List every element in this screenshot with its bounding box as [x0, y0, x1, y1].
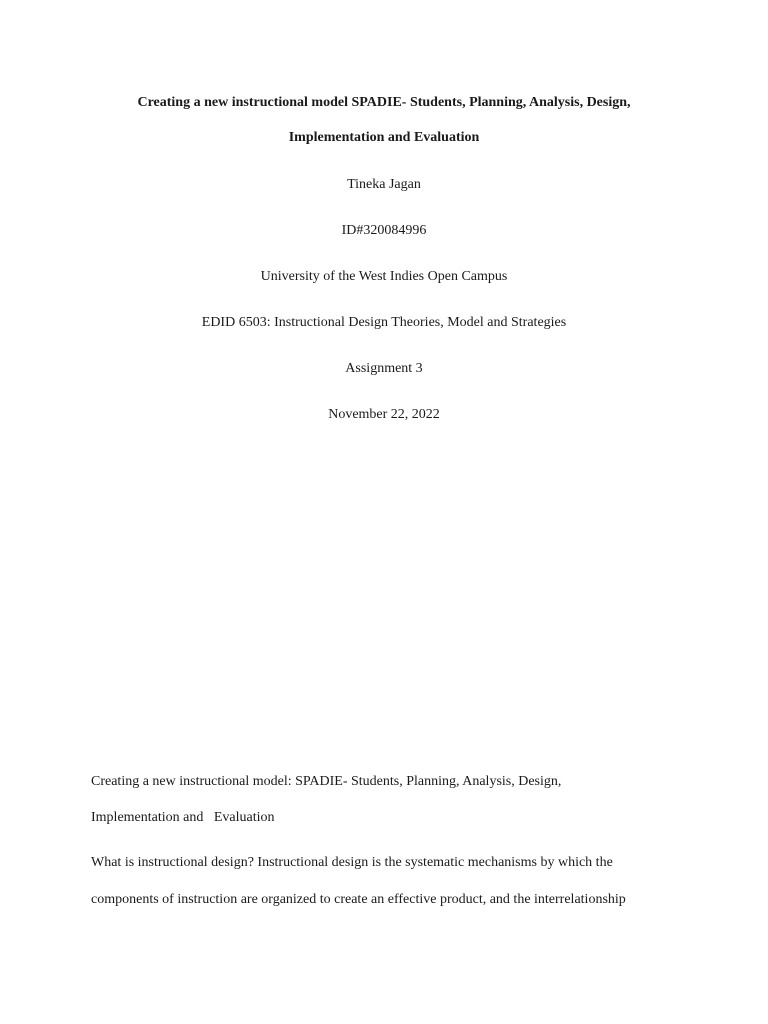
paragraph-line-1: What is instructional design? Instructional design is the systematic mechanisms by which the — [91, 855, 613, 870]
body-heading-line-1: Creating a new instructional model: SPADIE- Students, Planning, Analysis, Design, — [91, 774, 562, 789]
paragraph-line-2: components of instruction are organized to create an effective product, and the interrelationship — [91, 892, 626, 907]
student-id: ID#320084996 — [341, 223, 427, 238]
author-name: Tineka Jagan — [347, 177, 421, 192]
institution-name: University of the West Indies Open Campus — [260, 269, 508, 284]
document-title-line-1: Creating a new instructional model SPADIE- Students, Planning, Analysis, Design, — [137, 95, 631, 110]
body-heading-line-2: Implementation and Evaluation — [91, 810, 275, 825]
document-title-line-2: Implementation and Evaluation — [288, 130, 480, 145]
course-name: EDID 6503: Instructional Design Theories, Model and Strategies — [201, 315, 567, 330]
submission-date: November 22, 2022 — [328, 407, 440, 422]
assignment-label: Assignment 3 — [345, 361, 423, 376]
